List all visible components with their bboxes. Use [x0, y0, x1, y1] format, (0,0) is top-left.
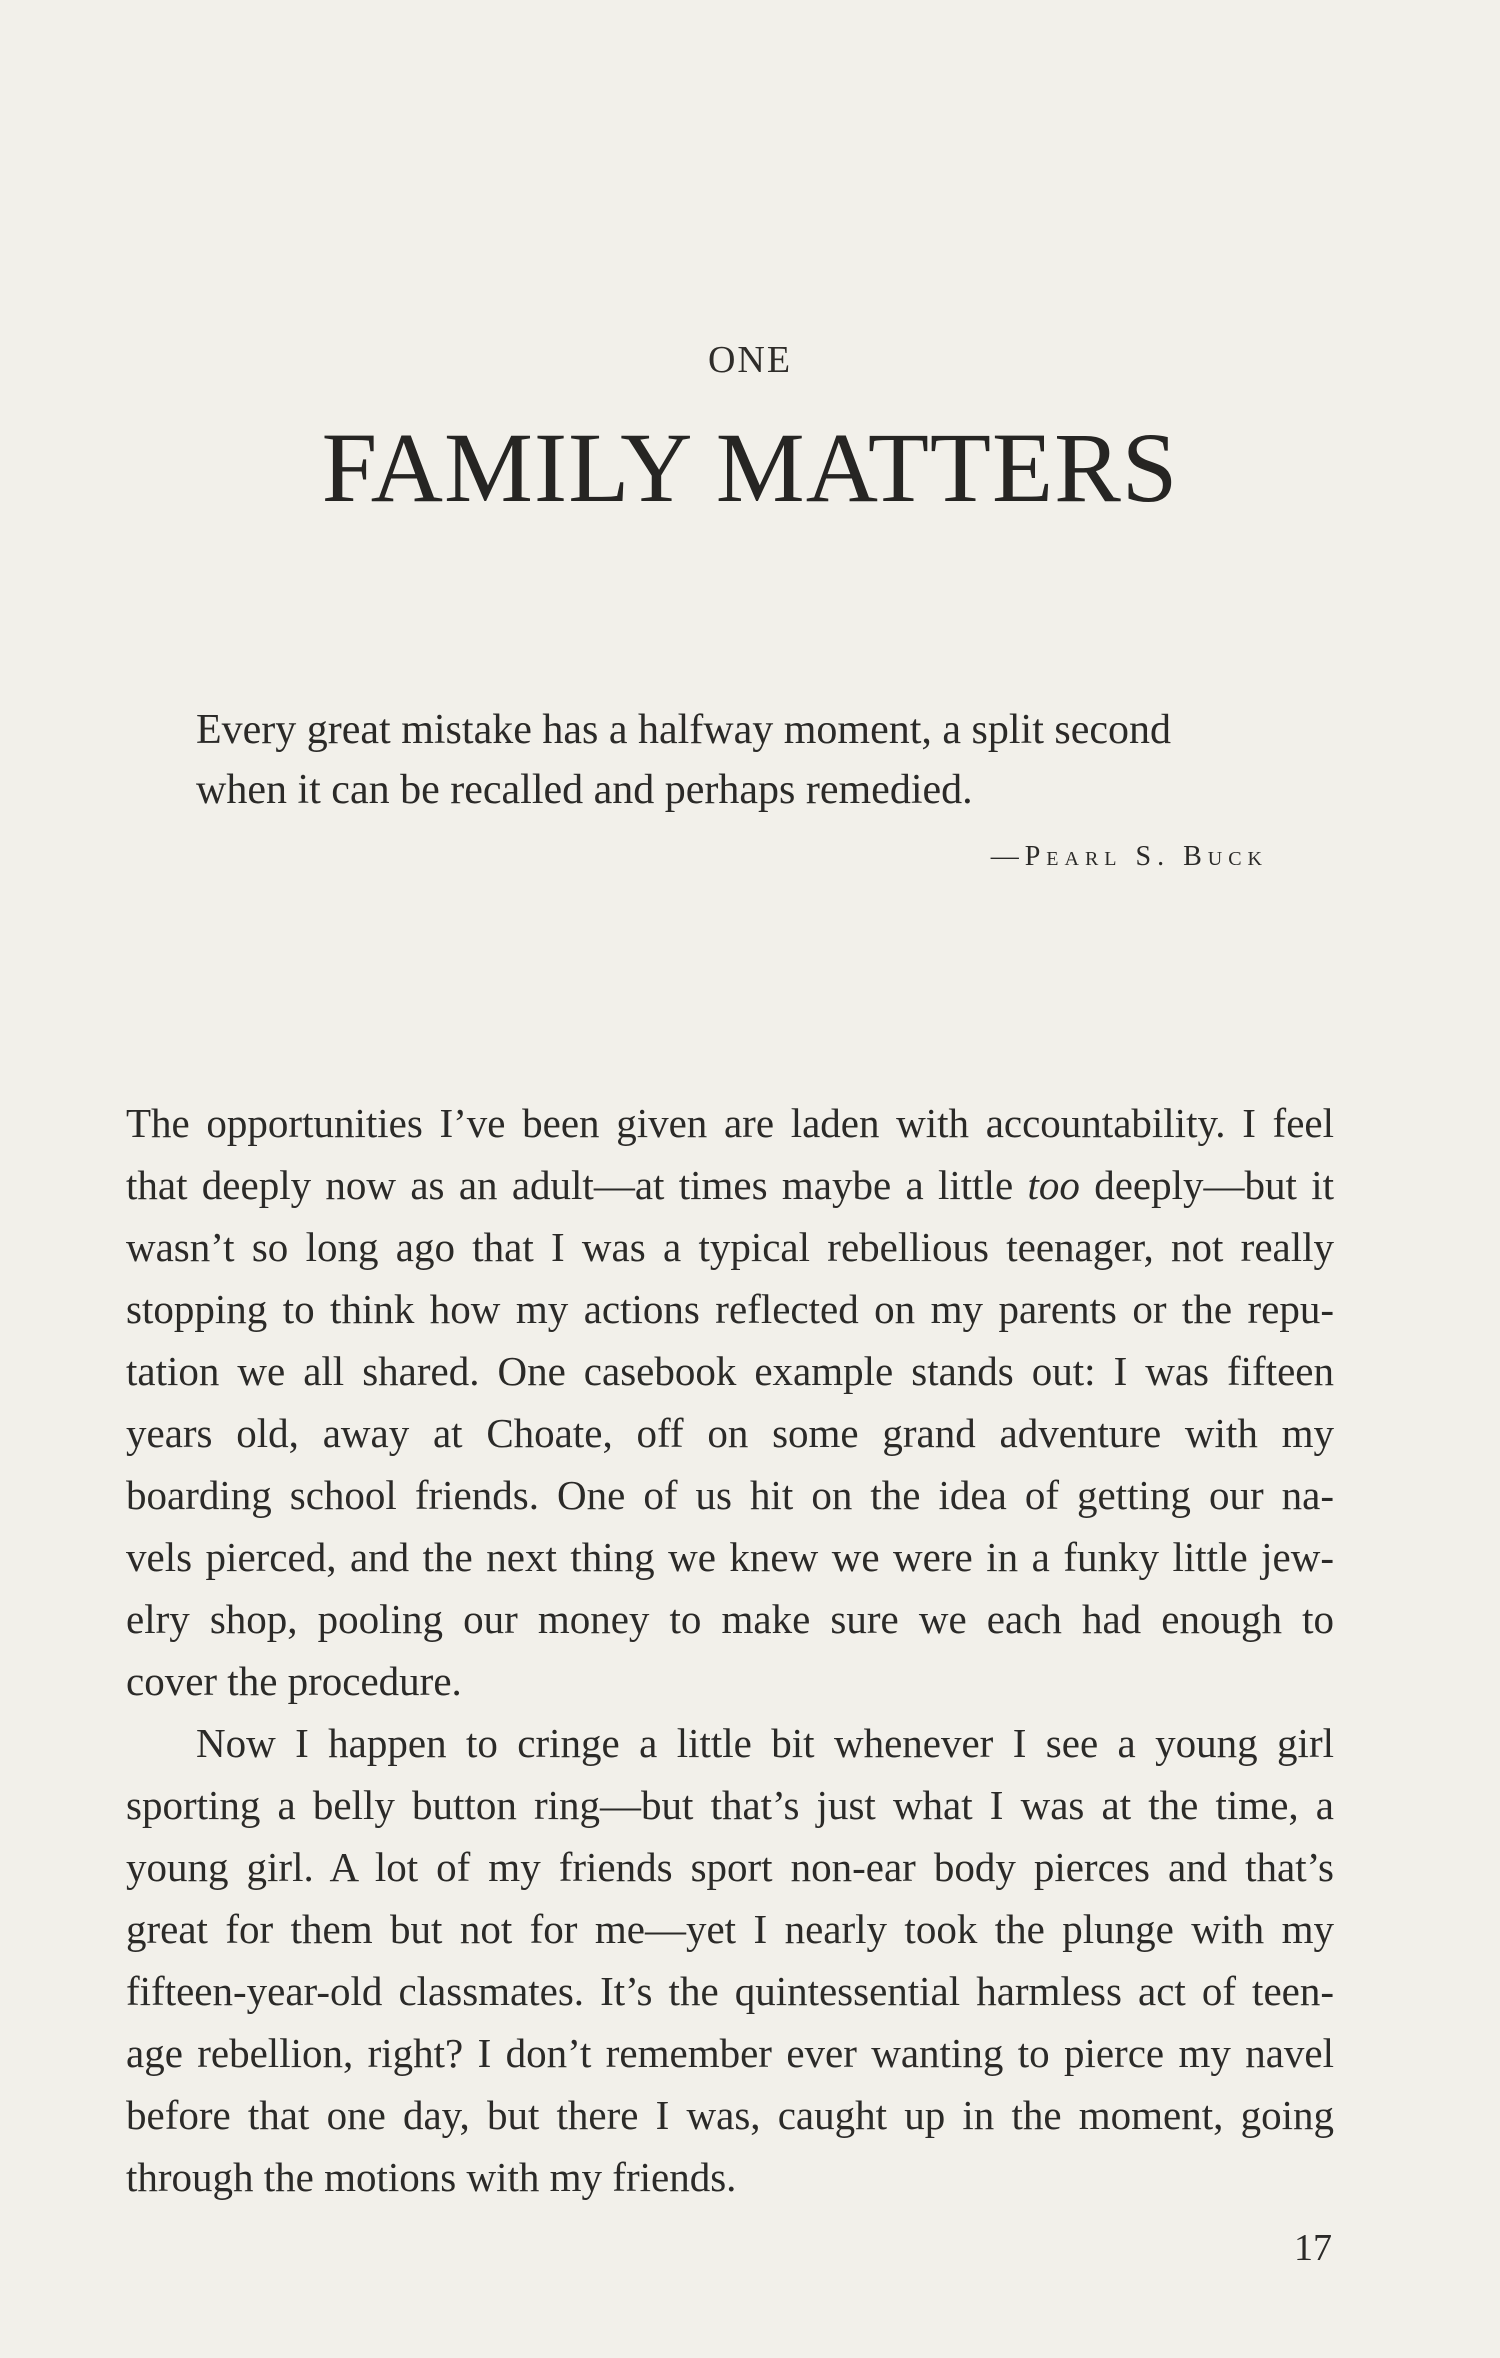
- chapter-title: FAMILY MATTERS: [321, 412, 1179, 523]
- paragraph-2: [126, 1712, 1334, 2208]
- text-line: great for them but not for me—yet I nearly took the plunge with my: [126, 1906, 1334, 1952]
- text-line: elry shop, pooling our money to make sure we each had enough to: [126, 1596, 1334, 1642]
- chapter-number: ONE: [707, 339, 793, 381]
- text-line: through the motions with my friends.: [126, 2154, 737, 2200]
- text-line: before that one day, but there I was, caught up in the moment, going: [126, 2092, 1334, 2138]
- text-run: that deeply now as an adult—at times maybe a little: [126, 1162, 1028, 1208]
- text-line: [126, 1154, 1334, 1216]
- epigraph-attribution: —Pearl S. Buck: [990, 841, 1268, 872]
- text-line: wasn’t so long ago that I was a typical rebellious teenager, not really: [126, 1224, 1334, 1270]
- text-line: Now I happen to cringe a little bit whenever I see a young girl: [196, 1720, 1334, 1766]
- emphasis-text: too: [1027, 1162, 1080, 1208]
- epigraph-line: when it can be recalled and perhaps remedied.: [196, 767, 973, 813]
- paragraph-1: [126, 1092, 1334, 1712]
- text-line: years old, away at Choate, off on some grand adventure with my: [126, 1410, 1334, 1456]
- body-text: [126, 1092, 1334, 2208]
- text-line: stopping to think how my actions reflected on my parents or the repu-: [126, 1286, 1334, 1332]
- page-number: 17: [1294, 2227, 1332, 2269]
- text-run: deeply—but it: [1079, 1162, 1334, 1208]
- text-line: sporting a belly button ring—but that’s just what I was at the time, a: [126, 1782, 1334, 1828]
- text-line: fifteen-year-old classmates. It’s the quintessential harmless act of teen-: [126, 1968, 1334, 2014]
- text-line: young girl. A lot of my friends sport non-ear body pierces and that’s: [126, 1844, 1334, 1890]
- epigraph-line: Every great mistake has a halfway moment, a split second: [196, 707, 1172, 753]
- text-line: boarding school friends. One of us hit on the idea of getting our na-: [126, 1472, 1334, 1518]
- text-line: The opportunities I’ve been given are laden with accountability. I feel: [126, 1100, 1334, 1146]
- epigraph: [196, 700, 1276, 820]
- text-line: age rebellion, right? I don’t remember ever wanting to pierce my navel: [126, 2030, 1334, 2076]
- text-line: cover the procedure.: [126, 1658, 462, 1704]
- text-line: vels pierced, and the next thing we knew we were in a funky little jew-: [126, 1534, 1334, 1580]
- text-line: tation we all shared. One casebook example stands out: I was fifteen: [126, 1348, 1334, 1394]
